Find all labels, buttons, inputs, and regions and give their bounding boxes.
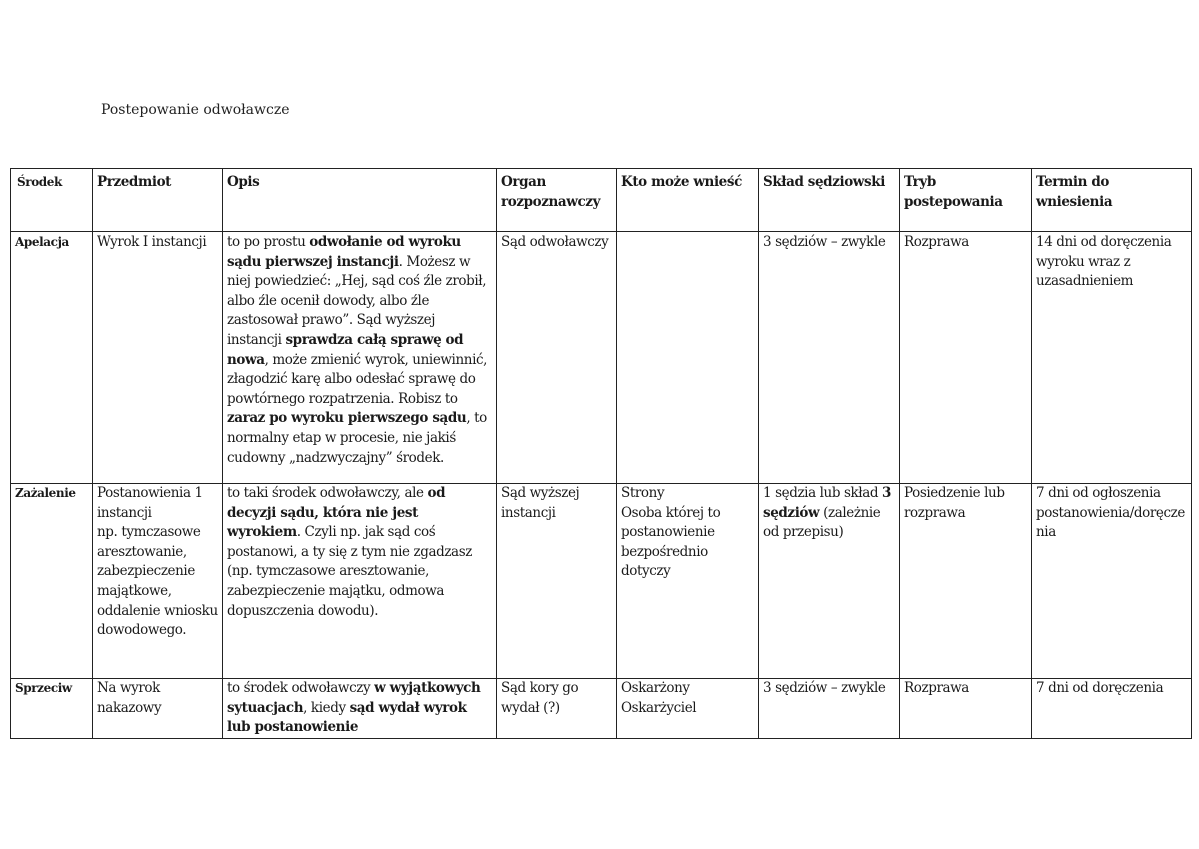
cell-kto (617, 232, 759, 484)
row-name: Apelacja (11, 232, 93, 484)
header-przedmiot: Przedmiot (93, 169, 223, 232)
bold-text: zaraz po wyroku pierwszego sądu (227, 410, 467, 427)
row-name: Sprzeciw (11, 679, 93, 739)
header-tryb: Tryb postepowania (900, 169, 1032, 232)
cell-przedmiot: Na wyrok nakazowy (93, 679, 223, 739)
text-segment: to środek odwoławczy (227, 680, 375, 696)
cell-tryb: Rozprawa (900, 679, 1032, 739)
header-srodek: Środek (11, 169, 93, 232)
text-segment: to po prostu (227, 234, 310, 250)
header-opis: Opis (223, 169, 497, 232)
cell-opis (223, 679, 497, 739)
text-segment: , może zmienić wyrok, uniewinnić, złagodzić karę albo odesłać sprawę do powtórnego rozpatrzenia. Robisz to (227, 351, 488, 407)
header-kto: Kto może wnieść (617, 169, 759, 232)
cell-opis (223, 232, 497, 484)
appeal-table (10, 168, 1192, 739)
cell-opis (223, 484, 497, 679)
document-title: Postepowanie odwoławcze (101, 102, 290, 118)
table-header-row (11, 169, 1192, 232)
cell-sklad (759, 484, 900, 679)
cell-termin: 7 dni od ogłoszenia postanowienia/doręczenia (1032, 484, 1192, 679)
cell-kto: Strony Osoba której to postanowienie bezpośrednio dotyczy (617, 484, 759, 679)
bold-text: w wyjątkowych sytuacjach (227, 680, 481, 716)
text-segment: 3 sędziów – zwykle (763, 680, 886, 696)
text-segment: 1 sędzia lub skład (763, 485, 883, 501)
text-segment: (zależnie od przepisu) (763, 504, 881, 541)
cell-sklad (759, 679, 900, 739)
table-row (11, 232, 1192, 484)
header-termin: Termin do wniesienia (1032, 169, 1192, 232)
text-segment: to taki środek odwoławczy, ale (227, 485, 428, 501)
bold-text: sprawdza całą sprawę od nowa (227, 331, 464, 368)
row-name: Zażalenie (11, 484, 93, 679)
cell-przedmiot: Wyrok I instancji (93, 232, 223, 484)
cell-tryb: Posiedzenie lub rozprawa (900, 484, 1032, 679)
cell-sklad (759, 232, 900, 484)
cell-przedmiot: Postanowienia 1 instancji np. tymczasowe aresztowanie, zabezpieczenie majątkowe, oddalenie wniosku dowodowego. (93, 484, 223, 679)
header-organ: Organ rozpoznawczy (497, 169, 617, 232)
cell-organ: Sąd odwoławczy (497, 232, 617, 484)
text-segment: , to normalny etap w procesie, nie jakiś cudowny „nadzwyczajny” środek. (227, 410, 487, 466)
table-row (11, 679, 1192, 739)
cell-tryb: Rozprawa (900, 232, 1032, 484)
bold-text: sąd wydał wyrok lub postanowienie (227, 699, 467, 736)
header-sklad: Skład sędziowski (759, 169, 900, 232)
cell-organ: Sąd kory go wydał (?) (497, 679, 617, 739)
bold-text: od decyzji sądu, która nie jest wyrokiem (227, 485, 446, 541)
bold-text: odwołanie od wyroku sądu pierwszej instancji (227, 234, 461, 270)
cell-kto: Oskarżony Oskarżyciel (617, 679, 759, 739)
table-row (11, 484, 1192, 679)
cell-organ: Sąd wyższej instancji (497, 484, 617, 679)
text-segment: , kiedy (303, 699, 350, 716)
text-segment: 3 sędziów – zwykle (763, 234, 886, 250)
bold-text: 3 sędziów (763, 485, 892, 521)
cell-termin: 14 dni od doręczenia wyroku wraz z uzasadnieniem (1032, 232, 1192, 484)
cell-termin: 7 dni od doręczenia (1032, 679, 1192, 739)
text-segment: . Możesz w niej powiedzieć: „Hej, sąd coś źle zrobił, albo źle ocenił dowody, albo źle zastosował prawo”. Sąd wyższej instancji (227, 253, 487, 348)
text-segment: . Czyli np. jak sąd coś postanowi, a ty się z tym nie zgadzasz (np. tymczasowe aresztowanie, zabezpieczenie majątku, odmowa dopuszczenia dowodu). (227, 524, 472, 619)
